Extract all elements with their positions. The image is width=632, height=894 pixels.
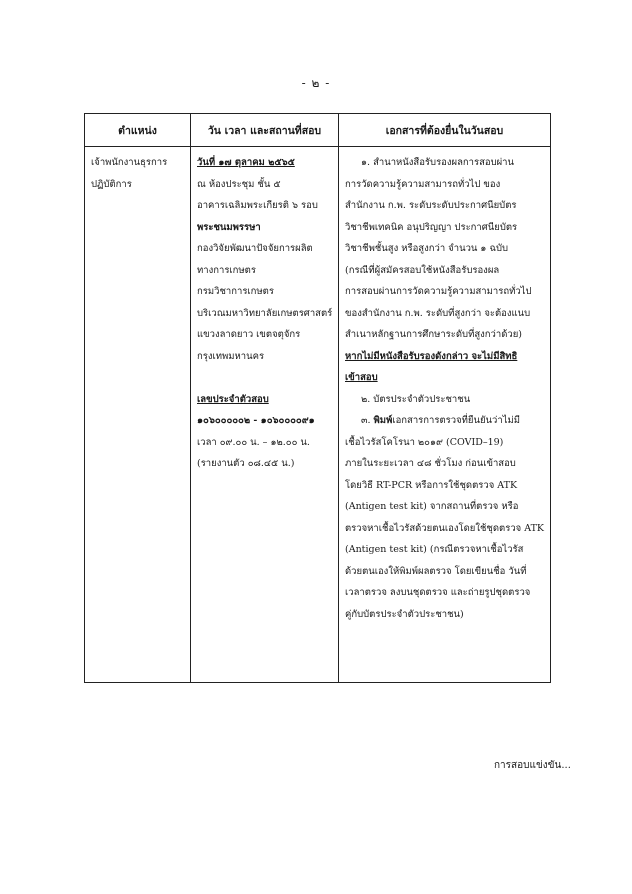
document-line: เชื้อไวรัสโคโรนา ๒๐๑๙ (COVID–19) — [345, 436, 504, 448]
document-item-3: ๓. พิมพ์เอกสารการตรวจที่ยืนยันว่าไม่มี — [361, 415, 520, 426]
exam-room: ณ ห้องประชุม ชั้น ๕ — [197, 178, 281, 190]
exam-schedule-table — [84, 113, 551, 683]
table-row — [85, 147, 551, 683]
org-line: กรมวิชาการเกษตร — [197, 286, 274, 297]
document-item-2: ๒. บัตรประจำตัวประชาชน — [361, 393, 471, 405]
document-line: การวัดความรู้ความสามารถทั่วไป ของ — [345, 178, 501, 190]
header-documents: เอกสารที่ต้องยื่นในวันสอบ — [339, 114, 551, 147]
report-time: (รายงานตัว ๐๘.๔๕ น.) — [197, 458, 295, 469]
page-number: - ๒ - — [301, 76, 331, 90]
header-schedule: วัน เวลา และสถานที่สอบ — [191, 114, 339, 147]
org-line: แขวงลาดยาว เขตจตุจักร — [197, 329, 301, 340]
eligibility-warning: เข้าสอบ — [345, 372, 378, 383]
org-line: กรุงเทพมหานคร — [197, 350, 265, 362]
eligibility-warning: หากไม่มีหนังสือรับรองดังกล่าว จะไม่มีสิทธิ — [345, 350, 518, 362]
document-line: ของสำนักงาน ก.พ. ระดับที่สูงกว่า จะต้องแนบ — [345, 307, 531, 319]
building-line: อาคารเฉลิมพระเกียรติ ๖ รอบ — [197, 200, 318, 211]
document-line: คู่กับบัตรประจำตัวประชาชน) — [345, 608, 464, 620]
document-line: (กรณีที่ผู้สมัครสอบใช้หนังสือรับรองผล — [345, 264, 500, 276]
document-line: สำนักงาน ก.พ. ระดับระดับประกาศนียบัตร — [345, 200, 517, 211]
document-line: ตรวจหาเชื้อไวรัสด้วยตนเองโดยใช้ชุดตรวจ ATK — [345, 522, 545, 534]
exam-date: วันที่ ๑๗ ตุลาคม ๒๕๖๕ — [197, 157, 295, 168]
document-item-1: ๑. สำนาหนังสือรับรองผลการสอบผ่าน — [361, 157, 515, 168]
position-cell — [85, 147, 191, 683]
org-line: ทางการเกษตร — [197, 264, 256, 276]
org-line: บริเวณมหาวิทยาลัยเกษตรศาสตร์ — [197, 307, 333, 319]
position-line: ปฏิบัติการ — [91, 178, 132, 190]
seat-number-label: เลขประจำตัวสอบ — [197, 393, 269, 405]
document-line: (Antigen test kit) จากสถานที่ตรวจ หรือ — [345, 501, 519, 512]
document-line: สำเนาหลักฐานการศึกษาระดับที่สูงกว่าด้วย) — [345, 329, 522, 340]
schedule-cell — [191, 147, 339, 683]
building-line: พระชนมพรรษา — [197, 221, 261, 233]
document-line: โดยวิธี RT-PCR หรือการใช้ชุดตรวจ ATK — [345, 479, 518, 491]
table-header-row — [85, 114, 551, 147]
continuation-note: การสอบแข่งขัน... — [494, 760, 571, 771]
position-line: เจ้าพนักงานธุรการ — [91, 157, 168, 168]
header-position: ตำแหน่ง — [85, 114, 191, 147]
document-line: วิชาชีพชั้นสูง หรือสูงกว่า จำนวน ๑ ฉบับ — [345, 243, 508, 254]
document-line: วิชาชีพเทคนิค อนุปริญญา ประกาศนียบัตร — [345, 221, 518, 233]
document-line: ด้วยตนเองให้พิมพ์ผลตรวจ โดยเขียนชื่อ วันที่ — [345, 565, 527, 577]
org-line: กองวิจัยพัฒนาปัจจัยการผลิต — [197, 243, 313, 254]
exam-time: เวลา ๐๙.๐๐ น. – ๑๒.๐๐ น. — [197, 436, 310, 448]
document-line: เวลาตรวจ ลงบนชุดตรวจ และถ่ายรูปชุดตรวจ — [345, 587, 531, 598]
print-emphasis: พิมพ์ — [373, 415, 393, 426]
document-line: ภายในระยะเวลา ๔๘ ชั่วโมง ก่อนเข้าสอบ — [345, 458, 516, 469]
document-line: การสอบผ่านการวัดความรู้ความสามารถทั่วไป — [345, 286, 532, 297]
seat-number-range: ๑๐๖๐๐๐๐๐๒ - ๑๐๖๐๐๐๐๙๑ — [197, 415, 315, 426]
documents-cell — [339, 147, 551, 683]
document-line: (Antigen test kit) (กรณีตรวจหาเชื้อไวรัส — [345, 544, 524, 555]
